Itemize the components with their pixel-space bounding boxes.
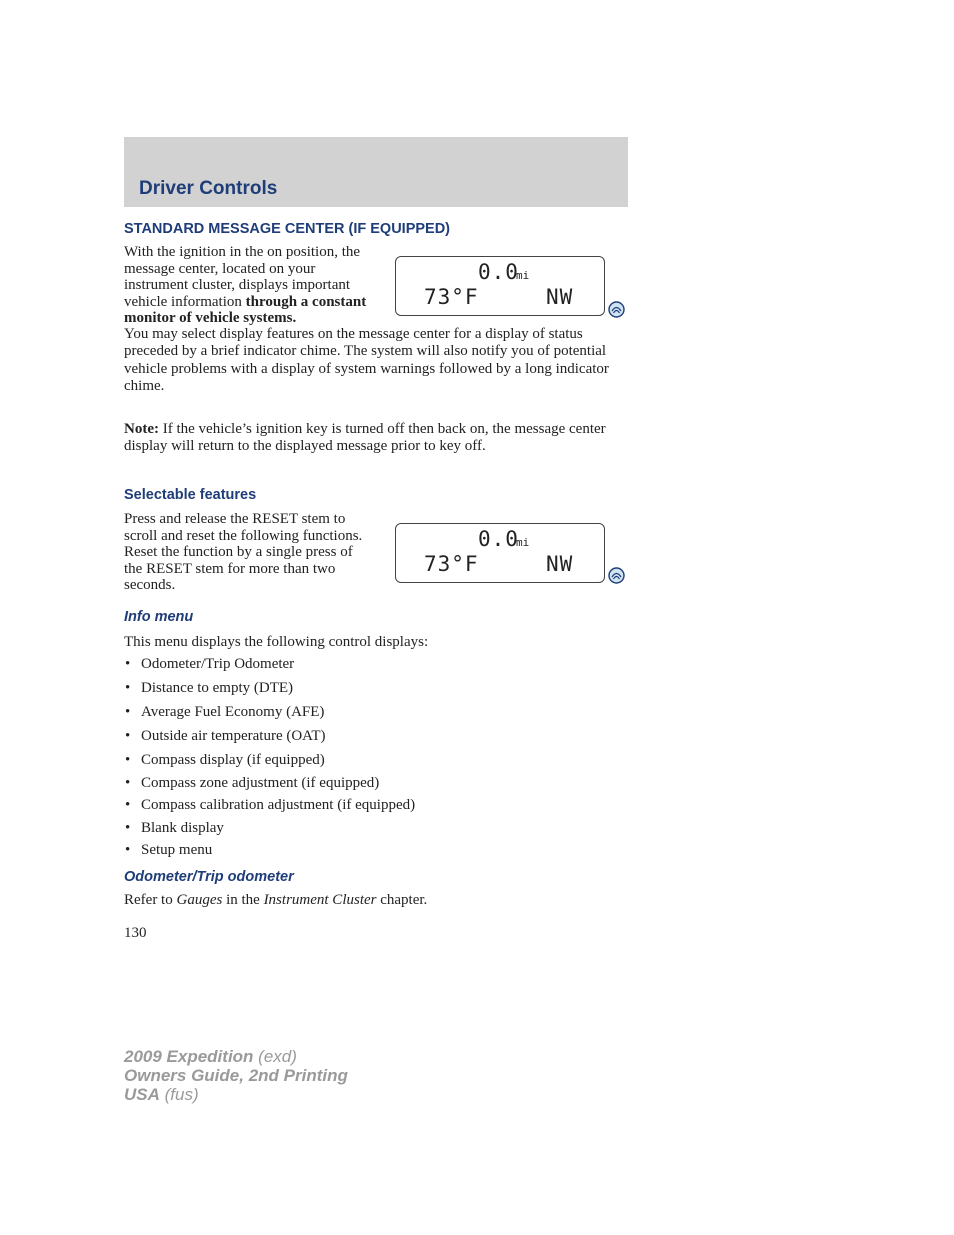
illustration-reference-icon <box>608 567 625 584</box>
reference-instrument-cluster: Instrument Cluster <box>263 892 377 908</box>
intro-bold-text: through a constant monitor of vehicle systems. <box>124 293 367 326</box>
temperature-readout: 73°F <box>424 552 479 576</box>
section-heading-message-center: STANDARD MESSAGE CENTER (IF EQUIPPED) <box>124 221 451 237</box>
list-item: • Distance to empty (DTE) <box>125 680 294 696</box>
compass-readout: NW <box>546 285 574 309</box>
section-heading-selectable-features: Selectable features <box>124 487 257 503</box>
message-center-display-1 <box>395 256 605 316</box>
message-center-display-2 <box>395 523 605 583</box>
list-item: • Outside air temperature (OAT) <box>125 728 326 744</box>
info-menu-intro: This menu displays the following control displays: <box>124 634 429 650</box>
list-item: • Compass zone adjustment (if equipped) <box>125 775 380 791</box>
list-item: • Compass display (if equipped) <box>125 752 325 768</box>
illustration-reference-icon <box>608 301 625 318</box>
section-heading-odometer: Odometer/Trip odometer <box>124 869 294 885</box>
odometer-reference-text: Refer to Gauges in the Instrument Cluster chapter. <box>124 892 428 908</box>
compass-readout: NW <box>546 552 574 576</box>
list-item: • Blank display <box>125 820 224 836</box>
odometer-unit: mi <box>516 536 530 549</box>
section-heading-info-menu: Info menu <box>124 609 194 625</box>
note-paragraph <box>124 421 624 456</box>
message-center-paragraph <box>124 326 624 396</box>
note-label: Note: <box>124 421 159 437</box>
list-item: • Setup menu <box>125 842 213 858</box>
odometer-readout: 0.0 <box>478 527 519 551</box>
message-center-intro <box>124 244 376 327</box>
odometer-unit: mi <box>516 269 530 282</box>
list-item: • Compass calibration adjustment (if equipped) <box>125 797 416 813</box>
paragraph-text: You may select display features on the message center for a display of status preceded by a brief indicator chime. The system will also notify you of potential vehicle problems with a display of system warnings followed by a long indicator chime. <box>124 326 609 395</box>
temperature-readout: 73°F <box>424 285 479 309</box>
note-text: If the vehicle’s ignition key is turned off then back on, the message center display will return to the displayed message prior to key off. <box>124 421 606 455</box>
document-footer: 2009 Expedition (exd) Owners Guide, 2nd Printing USA (fus) <box>124 1047 348 1104</box>
page-number: 130 <box>124 925 147 941</box>
selectable-features-paragraph: Press and release the RESET stem to scroll and reset the following functions. Reset the function by a single press of the RESET stem for more than two seconds. <box>124 511 363 593</box>
intro-text: With the ignition in the on position, the message center, located on your instrument cluster, displays important vehicle information <box>124 244 361 310</box>
reference-gauges: Gauges <box>176 892 223 908</box>
chapter-title: Driver Controls <box>139 178 278 199</box>
list-item: • Average Fuel Economy (AFE) <box>125 704 325 720</box>
info-menu-list <box>124 656 415 864</box>
odometer-readout: 0.0 <box>478 260 519 284</box>
list-item: • Odometer/Trip Odometer <box>125 656 295 672</box>
